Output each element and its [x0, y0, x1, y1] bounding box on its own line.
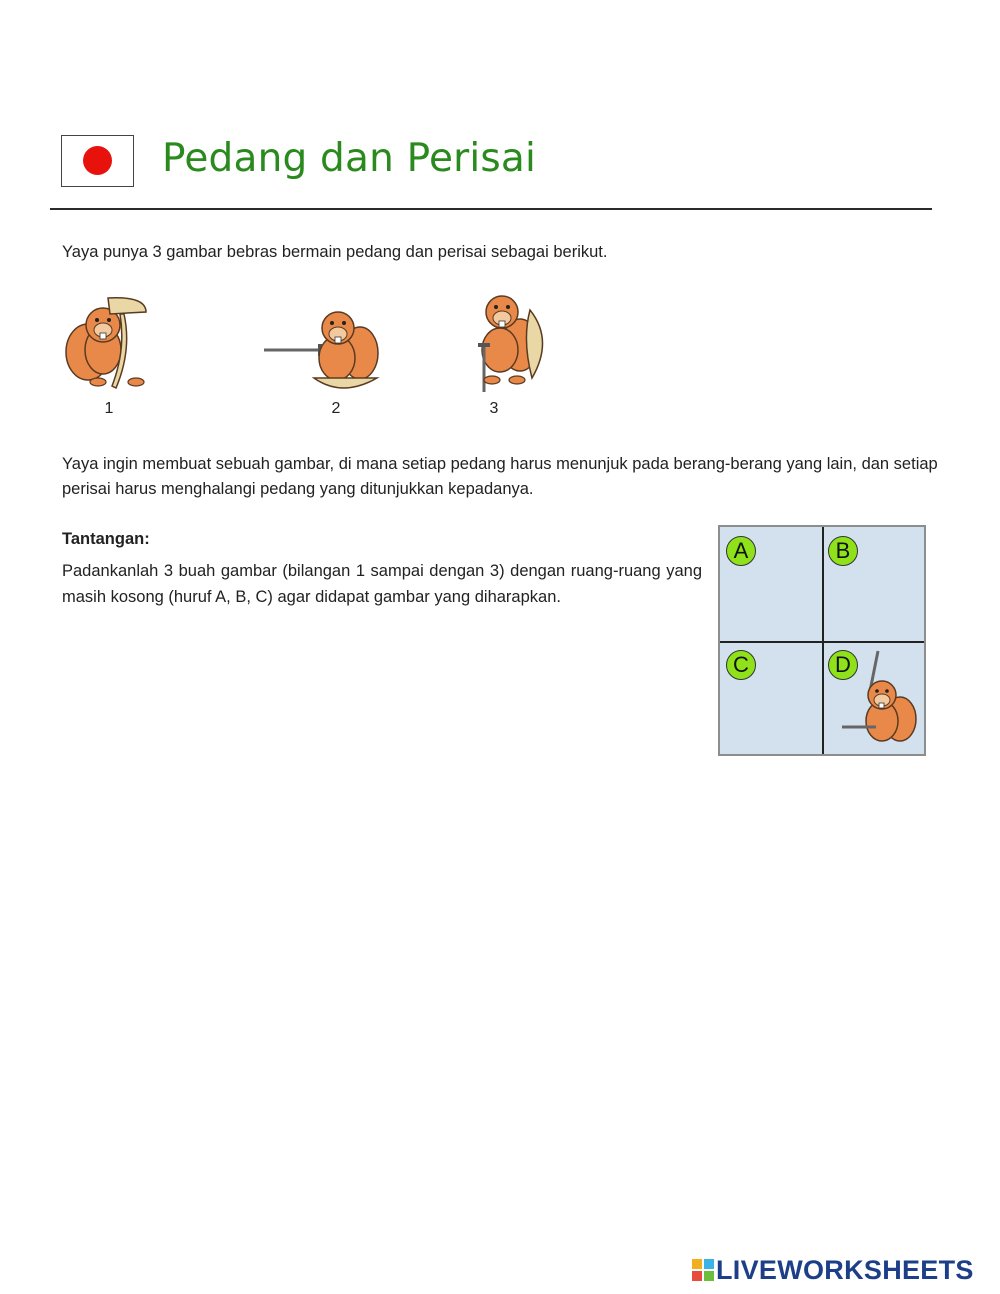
- cell-label-c: C: [726, 650, 756, 680]
- page-title: Pedang dan Perisai: [162, 136, 537, 181]
- beaver-figure-2: [262, 298, 387, 398]
- challenge-title: Tantangan:: [62, 530, 150, 548]
- cell-label-d: D: [828, 650, 858, 680]
- figure-2-label: 2: [331, 400, 341, 417]
- title-divider: [50, 208, 932, 210]
- logo-grid-icon: [692, 1259, 714, 1281]
- flag-red-circle: [83, 146, 112, 175]
- beaver-cell-d: [842, 649, 922, 753]
- description-text: Yaya ingin membuat sebuah gambar, di mana setiap pedang harus menunjuk pada berang-berang yang lain, dan setiap perisai harus menghalangi pedang yang ditunjukkan kepadanya.: [62, 455, 938, 498]
- challenge-text: Padankanlah 3 buah gambar (bilangan 1 sampai dengan 3) dengan ruang-ruang yang masih kosong (huruf A, B, C) agar didapat gambar yang diharapkan.: [62, 562, 702, 606]
- liveworksheets-logo: [692, 1255, 974, 1285]
- answer-grid: [718, 525, 926, 756]
- beaver-figure-1: [58, 290, 153, 395]
- cell-label-a: A: [726, 536, 756, 566]
- figure-1-label: 1: [104, 400, 114, 417]
- japan-flag-icon: [61, 135, 134, 187]
- figure-3-label: 3: [489, 400, 499, 417]
- cell-label-b: B: [828, 536, 858, 566]
- beaver-figure-3: [462, 290, 552, 395]
- intro-text: Yaya punya 3 gambar bebras bermain pedang dan perisai sebagai berikut.: [62, 243, 608, 261]
- logo-text: LIVEWORKSHEETS: [716, 1254, 974, 1285]
- grid-horizontal-divider: [720, 641, 924, 643]
